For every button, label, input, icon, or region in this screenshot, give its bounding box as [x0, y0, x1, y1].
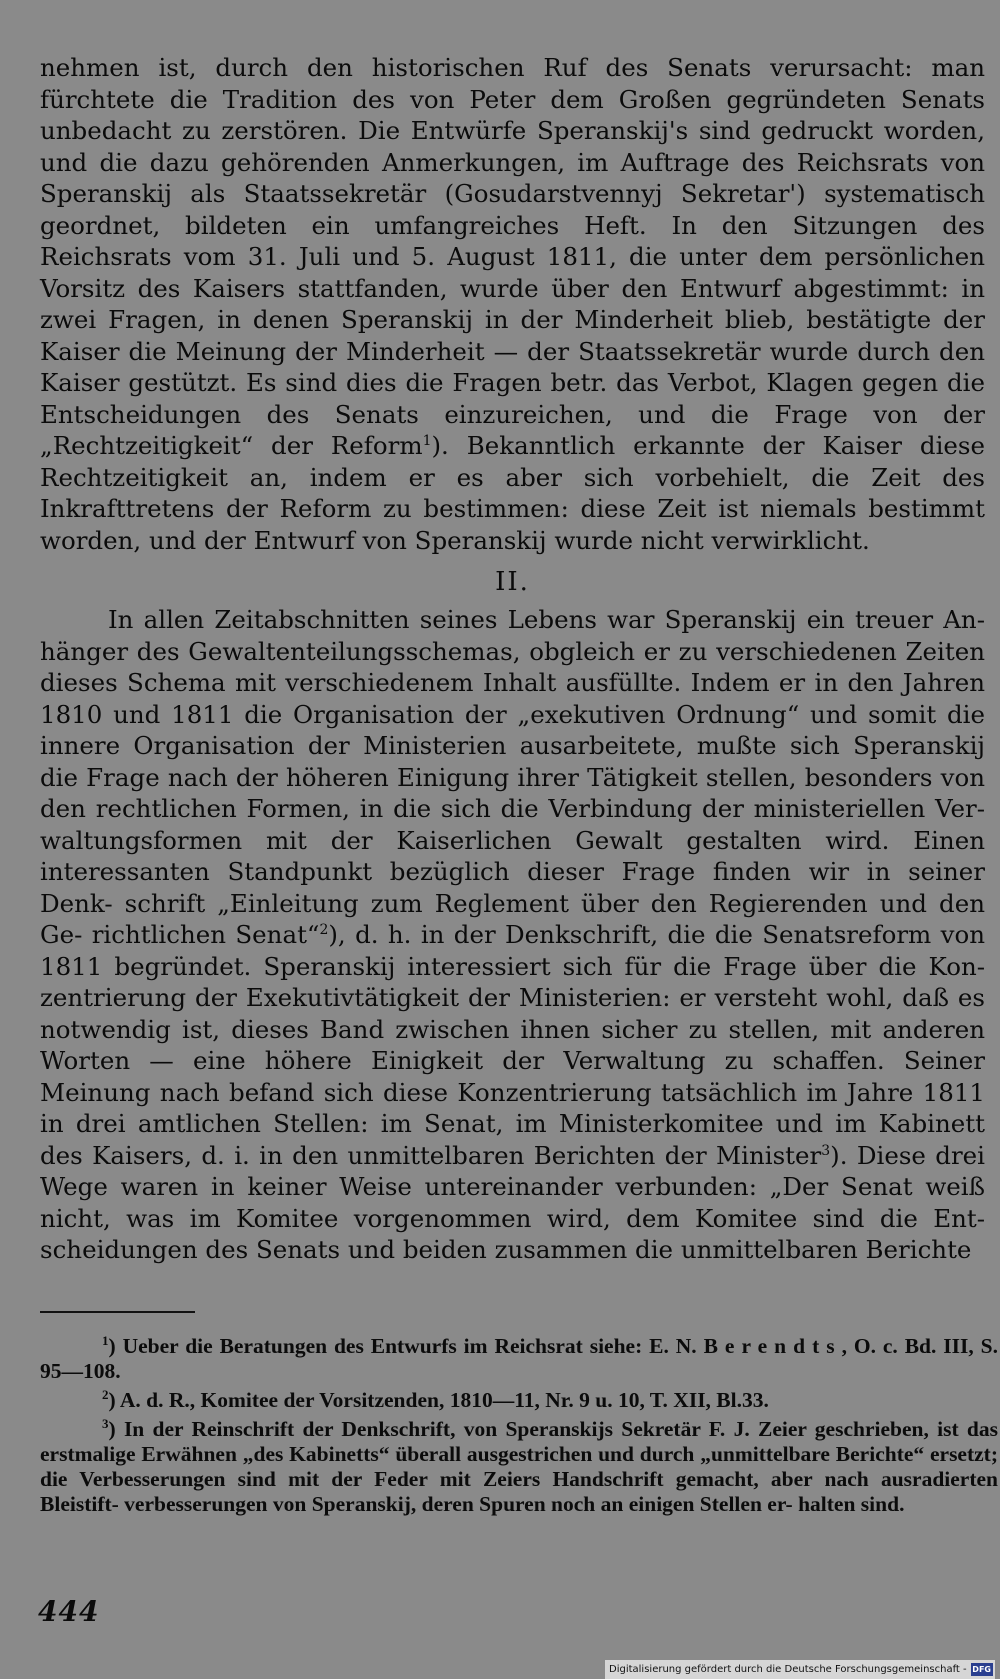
footnote-3-text: ) In der Reinschrift der Denkschrift, von Speranskijs Sekretär F. J. Zeier geschrieben, ist das erstmalige Erwähnen „des Kabinetts“ überall ausgestrichen und durch „unmittelbare Berichte“ ersetzt; die Verbesserungen sind mit der Feder mit Zeiers Handschrift gemacht, aber nach ausradierten Bleistift- verbesserungen von Speranskij, deren Spuren noch an einigen Stellen er- halten sind.: [40, 1417, 998, 1516]
footnote-ref-2: 2: [319, 921, 329, 938]
paragraph-1-text: nehmen ist, durch den historischen Ruf des Senats verursacht: man fürchtete die Tradition des von Peter dem Großen gegründeten Senats unbedacht zu zerstören. Die Entwürfe Speranskij's sind gedruckt worden, und die dazu gehörenden Anmerkungen, im Auftrage des Reichsrats von Speranskij als Staatssekretär (Gosudarstvennyj Sekretar') systematisch geordnet, bildeten ein umfangreiches Heft. In den Sitzungen des Reichsrats vom 31. Juli und 5. August 1811, die unter dem persönlichen Vorsitz des Kaisers stattfanden, wurde über den Entwurf abgestimmt: in zwei Fragen, in denen Speranskij in der Minderheit blieb, bestätigte der Kaiser die Meinung der Minderheit — der Staatssekretär wurde durch den Kaiser gestützt. Es sind dies die Fragen betr. das Verbot, Klagen gegen die Entscheidungen des Senats einzureichen, und die Frage von der „Rechtzeitigkeit“ der Reform: [40, 53, 985, 460]
footnote-1-text: ) Ueber die Beratungen des Entwurfs im Reichsrat siehe: E. N.: [108, 1334, 704, 1358]
footnote-ref-1: 1: [422, 432, 432, 449]
paragraph-2-text-part-1: In allen Zeitabschnitten seines Lebens war Speranskij ein treuer An- hänger des Gewaltenteilungsschemas, obgleich er zu verschiedenen Zeiten dieses Schema mit verschiedenem Inhalt ausfüllte. Indem er in den Jahren 1810 und 1811 die Organisation der „exekutiven Ordnung“ und somit die innere Organisation der Ministerien ausarbeitete, mußte sich Speranskij die Frage nach der höheren Einigung ihrer Tätigkeit stellen, besonders von den rechtlichen Formen, in die sich die Verbindung der ministeriellen Ver- waltungsformen mit der Kaiserlichen Gewalt gestalten wird. Einen interessanten Standpunkt bezüglich dieser Frage finden wir in seiner Denk- schrift „Einleitung zum Reglement über den Regierenden und den Ge- richtlichen Senat“: [40, 605, 985, 949]
footnote-3-mark: 3: [102, 1415, 109, 1431]
footnote-1-text-end: , O. c. Bd. III, S. 95—108.: [40, 1334, 998, 1383]
paragraph-2-text-part-2: ), d. h. in der Denkschrift, die die Senatsreform von 1811 begründet. Speranskij interessiert sich für die Frage über die Kon- zentrierung der Exekutivtätigkeit der Ministerien: er versteht wohl, daß es notwendig ist, dieses Band zwischen ihnen sicher zu stellen, mit anderen Worten — eine höhere Einigkeit der Verwaltung zu schaffen. Seiner Meinung nach befand sich diese Konzentrierung tatsächlich im Jahre 1811 in drei amtlichen Stellen: im Senat, im Ministerkomitee und im Kabinett des Kaisers, d. i. in den unmittelbaren Berichten der Minister: [40, 920, 986, 1170]
credit-text: Digitalisierung gefördert durch die Deutsche Forschungsgemeinschaft -: [609, 1664, 967, 1675]
dfg-logo-icon: DFG: [972, 1665, 991, 1674]
footnote-1: [40, 1334, 998, 1384]
footnotes: [40, 1334, 998, 1517]
main-text: [40, 52, 985, 1266]
paragraph-2: [40, 604, 985, 1266]
page-number: 444: [38, 1595, 100, 1628]
footnote-ref-3: 3: [821, 1142, 831, 1159]
paragraph-1-text-continued: ). Bekanntlich erkannte der Kaiser diese Rechtzeitigkeit an, indem er es aber sich vorbehielt, die Zeit des Inkrafttretens der Reform zu bestimmen: diese Zeit ist niemals bestimmt worden, und der Entwurf von Speranskij wurde nicht verwirklicht.: [40, 431, 985, 555]
footnote-divider: [40, 1311, 195, 1313]
digitization-credit: [605, 1660, 995, 1679]
footnote-2-text: ) A. d. R., Komitee der Vorsitzenden, 1810—11, Nr. 9 u. 10, T. XII, Bl.33.: [108, 1388, 769, 1412]
footnote-1-mark: 1: [102, 1332, 109, 1348]
footnote-1-author: Berendts: [703, 1334, 842, 1358]
section-heading: II.: [495, 567, 530, 597]
paragraph-1: [40, 52, 985, 556]
paragraph-2-text-part-3: ). Diese drei Wege waren in keiner Weise untereinander verbunden: „Der Senat weiß nicht, was im Komitee vorgenommen wird, dem Komitee sind die Ent- scheidungen des Senats und beiden zusammen die unmittelbaren Berichte: [40, 1140, 986, 1264]
footnote-3: [40, 1417, 998, 1517]
footnote-2: [40, 1388, 998, 1413]
footnote-2-mark: 2: [102, 1386, 109, 1402]
